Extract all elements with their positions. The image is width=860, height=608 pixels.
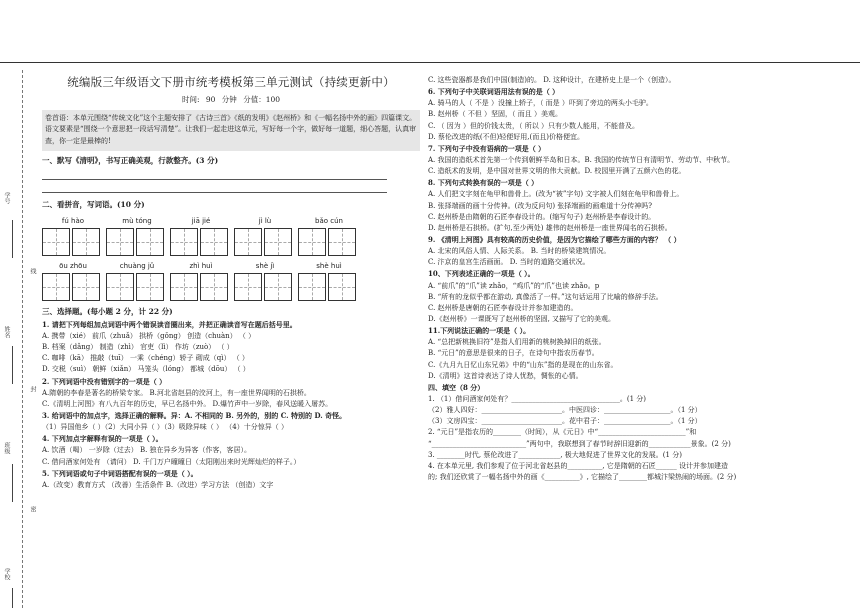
- question-prompt: 5. 下列词语或句子中词语搭配有误的一项是（ ）。: [42, 468, 198, 478]
- question-prompt: 1. 请把下列每组加点词语中两个错误读音圈出来，并把正确读音写在题后括号里。: [42, 319, 297, 329]
- question-option: 2. “元日”是指农历的________（时间），从《元日》中“_________________________”和: [428, 428, 697, 437]
- answer-line: [42, 181, 387, 193]
- question-option: A. “前爪”的“爪”读 zhǎo，“鸡爪”的“爪”也读 zhǎo。p: [428, 281, 600, 290]
- writing-box[interactable]: [328, 273, 356, 301]
- writing-box[interactable]: [136, 228, 164, 256]
- question-prompt: 3. 给词语中的加点字，选择正确的解释。异：A. 不相同的 B. 另外的，别的 C. 特别的 D. 奇怪。: [42, 410, 347, 420]
- question-option: A.隋朝的李春是著名的桥梁专家。 B.河北省赵县的洨河上，有一座世界闻明的石拱桥。: [42, 388, 311, 397]
- gutter-label-secret: 密: [29, 506, 36, 512]
- question-option: 3. ________时代, 蔡伦改进了____________, 极大地促进了世界文化的发展。(1 分): [428, 450, 682, 459]
- question-option: “___________________________”两句中，我联想到了春节时辞旧迎新的____________景象。(2 分): [428, 439, 731, 448]
- section-1-heading: 一、默写《清明》，书写正确美观，行款整齐。(3 分): [42, 156, 219, 166]
- question-option: （2）雅人四好：_______________________。中医四诊：___________________。（1 分）: [428, 406, 702, 415]
- pinyin-label: ōu zhōu: [59, 261, 87, 270]
- question-option: A. 饮酒（喝） 一岁除（过去） B. 独在异乡为异客（作客，客居）。: [42, 446, 252, 455]
- writing-boxes: [106, 273, 168, 301]
- writing-boxes: [234, 273, 296, 301]
- pinyin-group: [106, 261, 168, 301]
- writing-boxes: [42, 228, 104, 256]
- question-option: C. 造纸术的发明，是中国对世界文明的伟大贡献。D. 校园里开满了五颜六色的花。: [428, 167, 686, 176]
- gutter-label-school: 学校: [3, 568, 10, 580]
- pinyin-group: [298, 216, 360, 256]
- writing-box[interactable]: [106, 228, 134, 256]
- question-prompt: 6. 下列句子中关联词语用法有误的是（ ）: [428, 87, 560, 97]
- question-option: A. 我国的造纸术首先第一个传到朝鲜半岛和日本。B. 我国的传统节日有清明节、劳动节、中秋节。: [428, 155, 735, 164]
- question-option: A. 北宋的风俗人情、人际关系。 B. 当时的桥梁建筑情况。: [428, 247, 611, 256]
- writing-boxes: [298, 228, 360, 256]
- question-option: A. “总把新桃换旧符”是指人们用新的桃树换掉旧的纸张。: [428, 338, 606, 347]
- question-option: C.《清明上河图》有八九百年的历史，早已名扬中外。 D.爆竹声中一岁除，春风送暖入屠苏。: [42, 399, 333, 408]
- gutter-dashed-line: [22, 70, 23, 608]
- question-prompt: 4. 下列加点字解释有误的一项是（ ）。: [42, 434, 163, 444]
- pinyin-group: [42, 261, 104, 301]
- question-option: D. 交税（suì） 朝鲜（xiǎn） 马笼头（lóng） 都城（dōu） （ ）: [42, 365, 250, 374]
- left-question-list: [42, 320, 420, 490]
- gutter-fill-line: [12, 588, 13, 608]
- question-option: （1）异国他乡（ ）（2）大同小异（ ）（3）吸除异味（ ） （4）十分惊异（ ）: [42, 423, 288, 432]
- writing-box[interactable]: [42, 228, 70, 256]
- question-option: （3）文房四宝：_______________________。花中君子：___________________。（1 分）: [428, 417, 702, 426]
- section-3-heading: 三、选择题。(每小题 2 分，计 22 分): [42, 306, 173, 316]
- question-option: C. （ 因为 ）但的价钱太贵，（ 所以 ）只有少数人能用，不能普及。: [428, 121, 639, 130]
- writing-box[interactable]: [170, 273, 198, 301]
- pinyin-group: [170, 216, 232, 256]
- question-option: A. 携带（xié） 前爪（zhuǎ） 拱桥（gǒng） 创造（chuàn） （ ）: [42, 331, 256, 340]
- writing-box[interactable]: [200, 228, 228, 256]
- pinyin-group: [298, 261, 360, 301]
- writing-box[interactable]: [42, 273, 70, 301]
- page-title: 统编版三年级语文下册市统考模板第三单元测试（持续更新中）: [67, 75, 395, 89]
- header-rule: [0, 62, 860, 63]
- question-prompt: 9. 《清明上河图》具有较高的历史价值，是因为它描绘了哪些方面的内容？ （ ）: [428, 234, 681, 244]
- pinyin-label: jiā jié: [191, 216, 211, 225]
- question-option: D. 赵州桥是石拱桥。(扩句,至少两处) 雄伟的赵州桥是一座世界闻名的石拱桥。: [428, 223, 672, 232]
- binding-gutter: [0, 70, 40, 608]
- gutter-label-name: 姓名: [3, 326, 10, 338]
- exam-meta: 时间: 90 分钟 分值：100: [181, 94, 281, 104]
- gutter-label-line: 线: [29, 268, 36, 274]
- question-prompt: 10、下列表述正确的一项是（ ）。: [428, 269, 535, 279]
- answer-line: [42, 168, 387, 180]
- pinyin-group: [170, 261, 232, 301]
- gutter-fill-line: [12, 220, 13, 258]
- pinyin-label: zhì huì: [189, 261, 213, 270]
- pinyin-label: chuàng jǔ: [119, 261, 155, 270]
- writing-box[interactable]: [234, 273, 262, 301]
- question-option: C. 汴京的皇宫生活画面。 D. 当时的道路交通状况。: [428, 258, 590, 267]
- gutter-label-seal: 封: [29, 386, 36, 392]
- gutter-label-class: 班级: [3, 442, 10, 454]
- question-option: C. 赵州桥是唐朝的石匠李春设计并参加建造的。: [428, 303, 578, 312]
- question-prompt: 8. 下列句式转换有误的一项是（ ）: [428, 178, 539, 188]
- writing-box[interactable]: [234, 228, 262, 256]
- intro-note: 卷首语：本单元围绕“传统文化”这个主题安排了《古诗三首》《纸的发明》《赵州桥》和《一幅名扬中外的画》四篇课文。语文要素是“围绕一个意思把一段话写清楚”。让我们一起走进这单元，写好每一个字，做好每一道题，细心答题，认真审查，你一定是最棒的!: [42, 110, 420, 152]
- question-option: C. 这些瓷器都是我们中国(制造)的。 D. 这种设计，在建桥史上是一个（创造）。: [428, 76, 676, 84]
- question-option: C. 借问酒家何处有 （请问） D. 千门万户曈曈日（太阳刚出来时光辉灿烂的样子。）: [42, 457, 301, 466]
- writing-box[interactable]: [170, 228, 198, 256]
- question-option: D.《赵州桥》一课既写了赵州桥的坚固, 又描写了它的美观。: [428, 314, 616, 323]
- pinyin-group: [42, 216, 104, 256]
- question-option: C.《九月九日忆山东兄弟》中的“山东”指的是现在的山东省。: [428, 360, 618, 369]
- pinyin-row-2: [42, 261, 420, 301]
- pinyin-label: fú hào: [61, 216, 85, 225]
- question-prompt: 2. 下列词语中没有错别字的一项是（ ）: [42, 376, 167, 386]
- question-option: A. 骑马的人（ 不是 ）没撞上轿子，（ 而是 ）吓到了旁边的两头小毛驴。: [428, 99, 653, 108]
- pinyin-row-1: [42, 216, 420, 256]
- question-option: 1. （1）借问酒家何处有？_______________________________。(1 分): [428, 394, 646, 403]
- question-option: 的; 我们还欣赏了一幅名扬中外的画《__________》, 它描绘了________都城汴梁热闹的场面。(2 分): [428, 472, 737, 481]
- section-2-heading: 二、看拼音，写词语。(10 分): [42, 200, 145, 210]
- pinyin-label: shè huì: [316, 261, 342, 270]
- writing-boxes: [106, 228, 168, 256]
- question-option: B. 张择端画的画十分传神。(改为反问句) 张择端画的画难道十分传神吗?: [428, 201, 653, 210]
- pinyin-group: [106, 216, 168, 256]
- question-prompt: 7. 下列句子中没有语病的一项是（ ）: [428, 143, 546, 153]
- question-option: B. “所有的龙似乎都在游动, 真像活了一样。”这句话运用了比喻的修辞手法。: [428, 292, 663, 301]
- question-prompt: 11.下列说法正确的一项是（ ）。: [428, 326, 531, 336]
- question-option: A. 人们把文字刻在龟甲和兽骨上。(改为“被”字句) 文字被人们刻在龟甲和兽骨上。: [428, 190, 684, 199]
- question-option: A.（改变）教育方式 （改善）生活条件 B.（改进）学习方法 （创造）文字: [42, 480, 274, 489]
- writing-box[interactable]: [106, 273, 134, 301]
- writing-box[interactable]: [298, 273, 326, 301]
- writing-box[interactable]: [72, 228, 100, 256]
- pinyin-label: bǎo cún: [315, 216, 343, 225]
- writing-boxes: [170, 228, 232, 256]
- writing-boxes: [234, 228, 296, 256]
- writing-box[interactable]: [328, 228, 356, 256]
- question-option: D. 蔡伦改进的纸(不但)轻便好用,(而且)价格便宜。: [428, 132, 584, 141]
- pinyin-group: [234, 216, 296, 256]
- writing-boxes: [298, 273, 360, 301]
- right-question-list: [428, 75, 838, 482]
- question-option: 4. 在本单元里, 我们参观了位于河北省赵县的__________, 它是隋朝的石匠______ 设计并参加建造: [428, 461, 729, 470]
- pinyin-group: [234, 261, 296, 301]
- question-option: D.《清明》这首诗表达了诗人忧愁，惆怅的心情。: [428, 371, 583, 380]
- writing-box[interactable]: [136, 273, 164, 301]
- writing-boxes: [170, 273, 232, 301]
- question-prompt: 四、填空（8 分）: [428, 382, 485, 392]
- left-column: [42, 64, 420, 490]
- writing-box[interactable]: [298, 228, 326, 256]
- gutter-fill-line: [12, 346, 13, 384]
- writing-box[interactable]: [72, 273, 100, 301]
- gutter-fill-line: [12, 464, 13, 502]
- writing-boxes: [42, 273, 104, 301]
- question-option: C. 赵州桥是由隋朝的石匠李春设计的。(缩写句子) 赵州桥是李春设计的。: [428, 212, 656, 221]
- writing-box[interactable]: [264, 228, 292, 256]
- pinyin-label: mù tóng: [122, 216, 152, 225]
- question-option: B. 赵州桥（ 不但 ）坚固，（ 而且 ）美观。: [428, 110, 562, 119]
- pinyin-label: shè jì: [255, 261, 275, 270]
- right-column: [428, 74, 838, 482]
- pinyin-label: jì lù: [258, 216, 272, 225]
- gutter-label-student-id: 学号: [3, 192, 10, 204]
- writing-box[interactable]: [200, 273, 228, 301]
- question-option: C. 咖啡（kā） 推敲（tuī） 一乘（chéng）轿子 砌成（qì） （ ）: [42, 354, 249, 363]
- writing-box[interactable]: [264, 273, 292, 301]
- question-option: B. “元日”的意思是很来的日子，在诗句中指农历春节。: [428, 349, 599, 358]
- question-option: B. 档案（dǎng） 制造（zhì） 官吏（lì） 作坊（zuò） （ ）: [42, 343, 234, 352]
